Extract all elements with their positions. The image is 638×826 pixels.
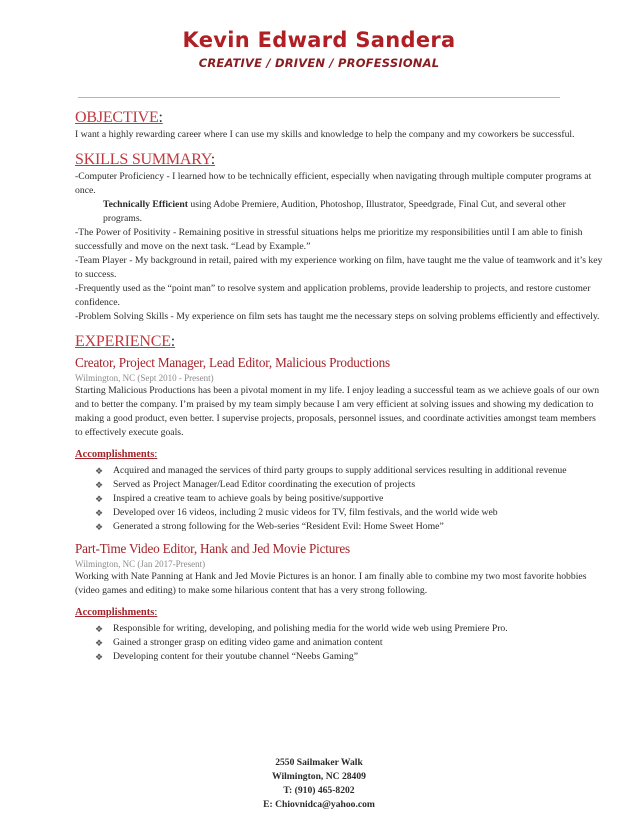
experience-heading: EXPERIENCE: [75, 333, 176, 350]
diamond-bullet-icon: ❖ [95, 624, 104, 634]
phone-line: T: (910) 465-8202 [283, 785, 355, 796]
list-item: ❖ Acquired and managed the services of third party groups to supply additional services resulting in additional revenue [95, 465, 567, 476]
diamond-bullet-icon: ❖ [95, 652, 104, 662]
address-line: 2550 Sailmaker Walk [275, 757, 363, 768]
job-title: Part-Time Video Editor, Hank and Jed Movie Pictures [75, 541, 350, 556]
applicant-name: Kevin Edward Sandera [182, 28, 456, 52]
job-meta: Wilmington, NC (Sept 2010 - Present) [75, 373, 214, 383]
accomplishments-heading: Accomplishments: [75, 607, 158, 618]
skill-item: -Team Player - My background in retail, paired with my experience working on film, have taught me the value of teamwork and it’s key to success. [75, 255, 603, 280]
skill-item: -Frequently used as the “point man” to resolve system and application problems, provide leadership to projects, and restore customer confidence. [75, 283, 591, 308]
email-line: E: Chiovnidca@yahoo.com [263, 799, 375, 810]
header-divider [78, 97, 560, 98]
list-item: ❖ Generated a strong following for the Web-series “Resident Evil: Home Sweet Home” [95, 521, 444, 532]
skill-item: -Problem Solving Skills - My experience on film sets has taught me the necessary steps on solving problems efficiently and effectively. [75, 311, 600, 322]
accomplishments-list [75, 622, 603, 664]
objective-heading: OBJECTIVE: [75, 109, 163, 126]
city-line: Wilmington, NC 28409 [272, 771, 366, 782]
job-meta: Wilmington, NC (Jan 2017-Present) [75, 559, 206, 569]
accomplishments-heading: Accomplishments: [75, 449, 158, 460]
skill-subitem: Technically Efficient using Adobe Premiere, Audition, Photoshop, Illustrator, Speedgrade, Final Cut, and several other programs. [103, 199, 566, 224]
accomplishments-list [75, 464, 603, 534]
diamond-bullet-icon: ❖ [95, 508, 104, 518]
tagline: CREATIVE / DRIVEN / PROFESSIONAL [198, 56, 440, 70]
contact-footer [0, 756, 638, 812]
list-item: ❖ Responsible for writing, developing, and polishing media for the world wide web using Premiere Pro. [95, 623, 508, 634]
job-description: Starting Malicious Productions has been a pivotal moment in my life. I enjoy leading a successful team as we achieve goals of our own and to better the company. I’m praised by my team simply because I am very efficient at solving issues and showing my dedication to making a good product, even better. I supervise projects, proposals, personnel issues, and coordinate activities amongst team members to effectively execute goals. [75, 385, 600, 438]
resume-body [75, 108, 603, 664]
list-item: ❖ Inspired a creative team to achieve goals by being positive/supportive [95, 493, 384, 504]
diamond-bullet-icon: ❖ [95, 480, 104, 490]
list-item: ❖ Served as Project Manager/Lead Editor coordinating the execution of projects [95, 479, 416, 490]
list-item: ❖ Developed over 16 videos, including 2 music videos for TV, film festivals, and the world wide web [95, 507, 498, 518]
diamond-bullet-icon: ❖ [95, 522, 104, 532]
diamond-bullet-icon: ❖ [95, 494, 104, 504]
objective-text: I want a highly rewarding career where I can use my skills and knowledge to help the company and my coworkers be successful. [75, 129, 575, 140]
job-description: Working with Nate Panning at Hank and Jed Movie Pictures is an honor. I am finally able to combine my two most favorite hobbies (video games and editing) to make some hilarious content that has a very strong following. [75, 571, 587, 596]
list-item: ❖ Gained a stronger grasp on editing video game and animation content [95, 637, 383, 648]
skills-heading: SKILLS SUMMARY: [75, 151, 216, 168]
list-item: ❖ Developing content for their youtube channel “Neebs Gaming” [95, 651, 359, 662]
skill-item: -Computer Proficiency - I learned how to be technically efficient, especially when navigating through multiple computer programs at once. [75, 171, 592, 196]
skill-item: -The Power of Positivity - Remaining positive in stressful situations helps me prioritize my responsibilities until I am able to finish successfully and move on the next task. “Lead by Example.” [75, 227, 583, 252]
diamond-bullet-icon: ❖ [95, 466, 104, 476]
diamond-bullet-icon: ❖ [95, 638, 104, 648]
job-title: Creator, Project Manager, Lead Editor, Malicious Productions [75, 355, 390, 370]
